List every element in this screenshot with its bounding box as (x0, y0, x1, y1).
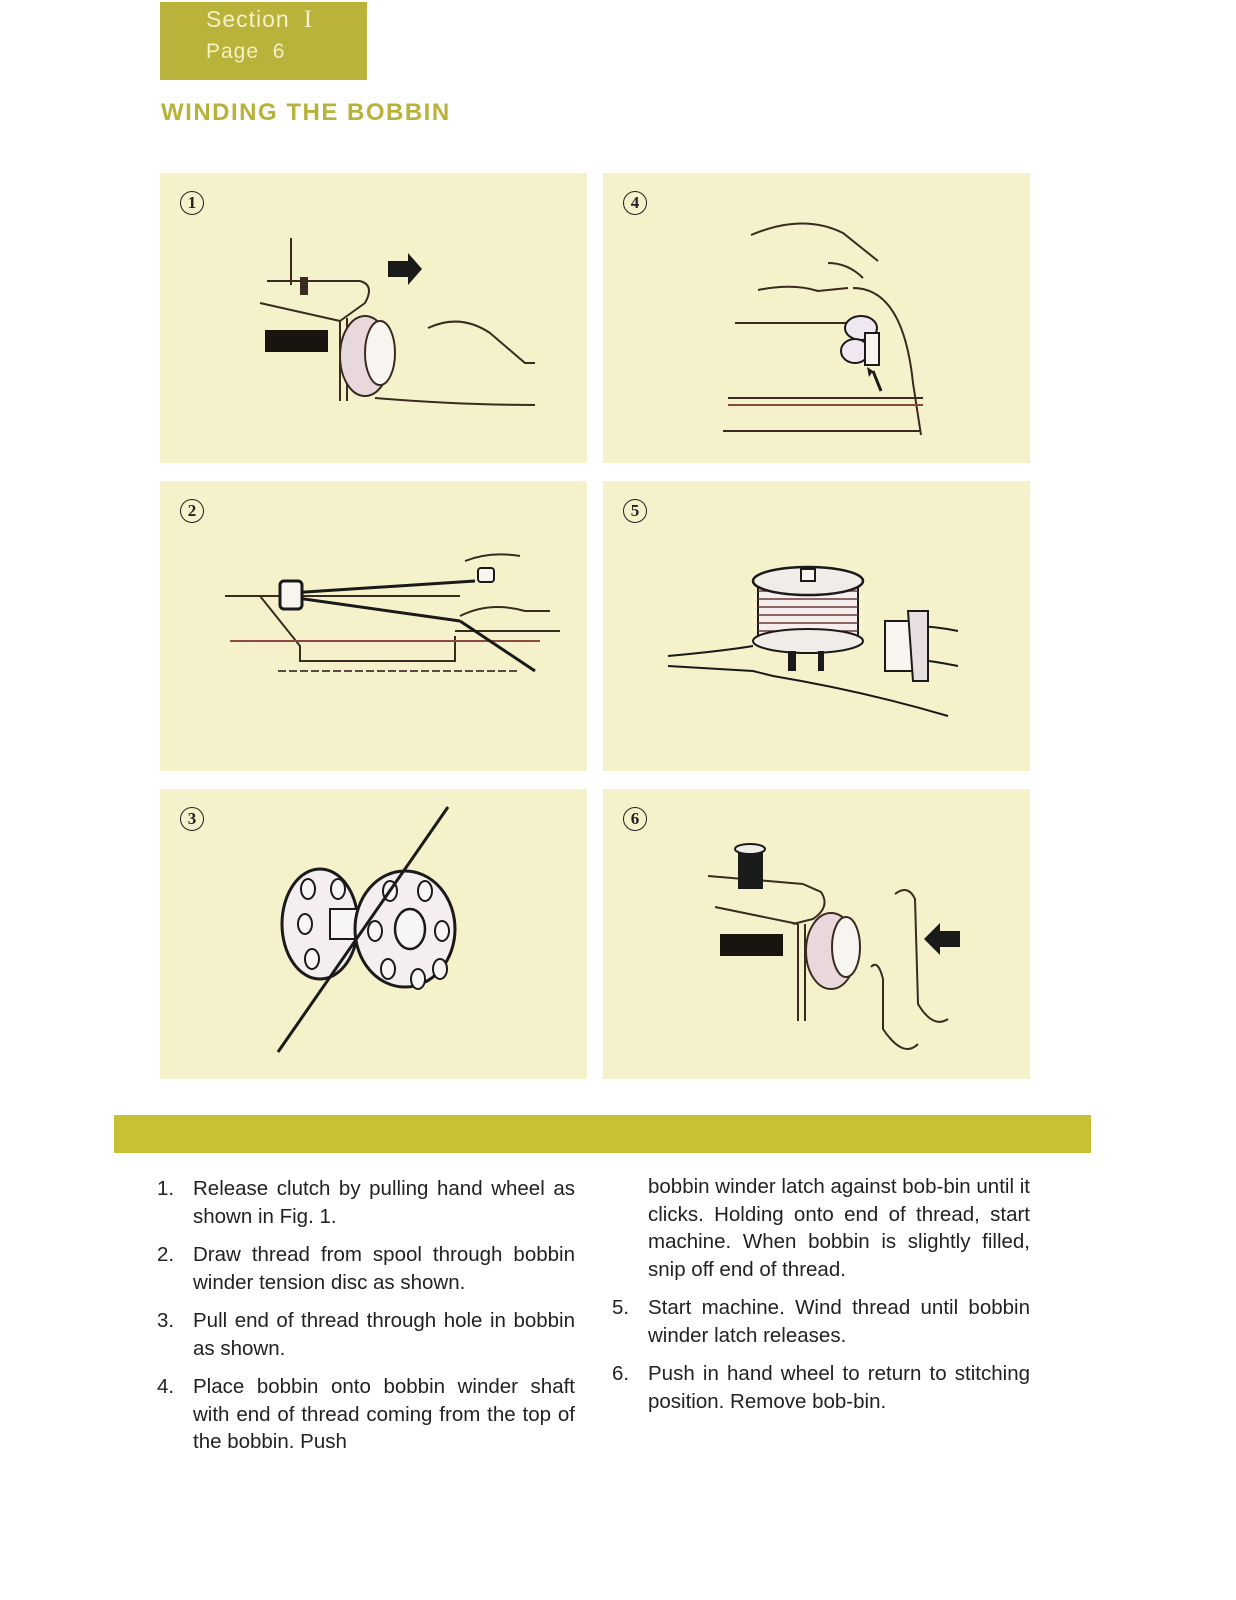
bobbin-thread-illustration (160, 789, 587, 1079)
accent-bar (114, 1115, 1091, 1153)
figure-2 (160, 481, 587, 771)
instructions-left-column (157, 1175, 575, 1467)
section-label: Section I (206, 6, 314, 33)
bobbin-filled-illustration (603, 481, 1030, 771)
figure-4 (603, 173, 1030, 463)
figure-number: 4 (623, 191, 647, 215)
section-number: I (303, 6, 314, 33)
page-label: Page 6 (206, 40, 286, 63)
thread-tension-illustration (160, 481, 587, 771)
bobbin-placement-illustration (603, 173, 1030, 463)
step-item: 1. Release clutch by pulling hand wheel as shown in Fig. 1. (157, 1177, 575, 1228)
figure-6 (603, 789, 1030, 1079)
section-tab (160, 2, 367, 80)
step-item: 3. Pull end of thread through hole in bobbin as shown. (157, 1309, 575, 1360)
step-item: 2. Draw thread from spool through bobbin winder tension disc as shown. (157, 1243, 575, 1294)
hand-wheel-push-illustration (603, 789, 1030, 1079)
step-item: 5. Start machine. Wind thread until bobbin winder latch releases. (612, 1296, 1030, 1347)
figure-number: 2 (180, 499, 204, 523)
figure-number: 3 (180, 807, 204, 831)
figure-5 (603, 481, 1030, 771)
figure-3 (160, 789, 587, 1079)
figure-number: 1 (180, 191, 204, 215)
instructions-right-column (612, 1173, 1030, 1426)
hand-wheel-pull-illustration (160, 173, 587, 463)
step-item: 4. Place bobbin onto bobbin winder shaft with end of thread coming from the top of the bobbin. Push (157, 1375, 575, 1453)
step-item: 6. Push in hand wheel to return to stitching position. Remove bob-bin. (612, 1362, 1030, 1413)
page-number: 6 (272, 40, 286, 63)
figure-1 (160, 173, 587, 463)
step-4-continued: bobbin winder latch against bob-bin until it clicks. Holding onto end of thread, start machine. When bobbin is slightly filled, snip off end of thread. (648, 1175, 1030, 1281)
figure-number: 5 (623, 499, 647, 523)
figure-number: 6 (623, 807, 647, 831)
page-title: WINDING THE BOBBIN (161, 99, 451, 126)
